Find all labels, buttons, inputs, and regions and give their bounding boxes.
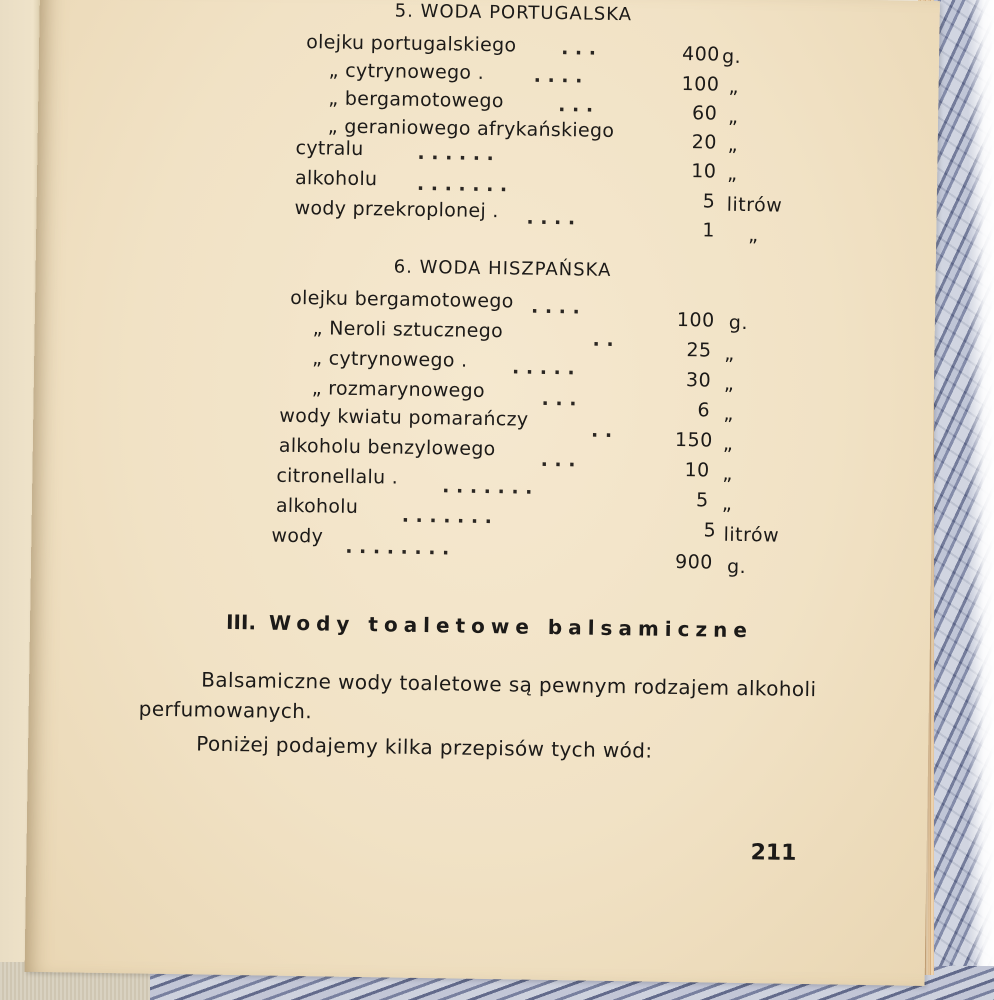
ingredient-unit: „ [748,224,759,247]
ingredient-name: cytralu [295,136,364,161]
ingredient-amount: 900 [674,550,714,574]
ingredient-name: alkoholu benzylowego [278,434,496,461]
ingredient-amount: 10 [684,459,710,482]
leader-dots: . . . . [526,206,576,230]
ingredient-name: „ bergamotowego [328,87,504,113]
leader-dots: . . . [541,387,577,411]
ingredient-unit: „ [727,133,739,156]
recipe-title-5: 5. WODA PORTUGALSKA [394,0,633,26]
leader-dots: . . . . . . . [401,504,493,529]
ingredient-unit: „ [727,105,739,128]
section-heading [226,610,753,642]
ingredient-unit: „ [724,342,735,365]
leader-dots: . . . . . [511,356,575,380]
ingredient-unit: „ [723,372,735,395]
ingredient-unit: g. [728,311,749,335]
ingredient-amount: 400 [681,43,721,66]
paragraph-line: perfumowanych. [138,696,313,724]
ingredient-unit: g. [721,45,742,68]
leader-dots: . . . . [530,295,580,319]
leader-dots: . . . [560,37,597,60]
ingredient-amount: 5 [695,489,709,512]
heading-text: Wody toaletowe balsamiczne [268,610,754,643]
ingredient-amount: 1 [702,219,716,242]
ingredient-unit: litrów [723,523,780,547]
ingredient-name: olejku portugalskiego [306,31,517,57]
paragraph-line: Poniżej podajemy kilka przepisów tych wód: [196,731,653,763]
ingredient-amount: 100 [676,308,715,332]
ingredient-unit: „ [728,75,740,98]
ingredient-unit: „ [722,432,734,455]
ingredient-amount: 5 [703,519,717,542]
ingredient-unit: „ [723,402,734,425]
leader-dots: . . . . . . [417,141,495,166]
book-page [25,0,940,986]
ingredient-name: „ rozmarynowego [311,377,486,402]
ingredient-unit: g. [726,555,747,579]
ingredient-name: wody przekroplonej . [294,196,499,223]
ingredient-amount: 150 [674,428,713,452]
ingredient-name: alkoholu [275,494,359,518]
leader-dots: . . . . . . . [442,475,533,499]
ingredient-name: alkoholu [294,166,378,191]
ingredient-unit: „ [722,462,734,485]
leader-dots: . . . [558,94,594,117]
ingredient-unit: „ [721,492,733,515]
leader-dots: . . . [540,448,576,472]
ingredient-name: „ Neroli sztucznego [312,317,504,343]
ingredient-name: olejku bergamotowego [290,286,514,313]
ingredient-unit: litrów [726,193,783,217]
leader-dots: . . . . [533,64,583,88]
ingredient-unit: „ [727,162,738,185]
ingredient-name: „ geraniowego afrykańskiego [327,115,615,142]
ingredient-amount: 10 [691,160,717,183]
leader-dots: . . [590,419,613,442]
paragraph-line: Balsamiczne wody toaletowe są pewnym rodzajem alkoholi [201,667,817,702]
leader-dots: . . [592,328,614,351]
ingredient-name: wody kwiatu pomarańczy [279,404,529,431]
ingredient-name: citronellalu . [276,464,399,489]
ingredient-amount: 6 [697,399,711,422]
ingredient-amount: 100 [681,73,720,96]
background-light [968,0,994,1000]
ingredient-name: wody [271,524,324,548]
ingredient-amount: 30 [685,369,712,392]
ingredient-amount: 5 [702,190,716,213]
recipe-title-6: 6. WODA HISZPAŃSKA [393,256,612,281]
leader-dots: . . . . . . . [416,172,508,197]
heading-number: III. [225,609,257,635]
leader-dots: . . . . . . . . [345,535,450,560]
ingredient-amount: 20 [691,131,718,154]
ingredient-name: „ cytrynowego . [312,347,468,372]
ingredient-name: „ cytrynowego . [328,59,485,84]
ingredient-amount: 25 [686,339,712,362]
page-number: 211 [750,840,797,866]
ingredient-amount: 60 [691,102,718,125]
